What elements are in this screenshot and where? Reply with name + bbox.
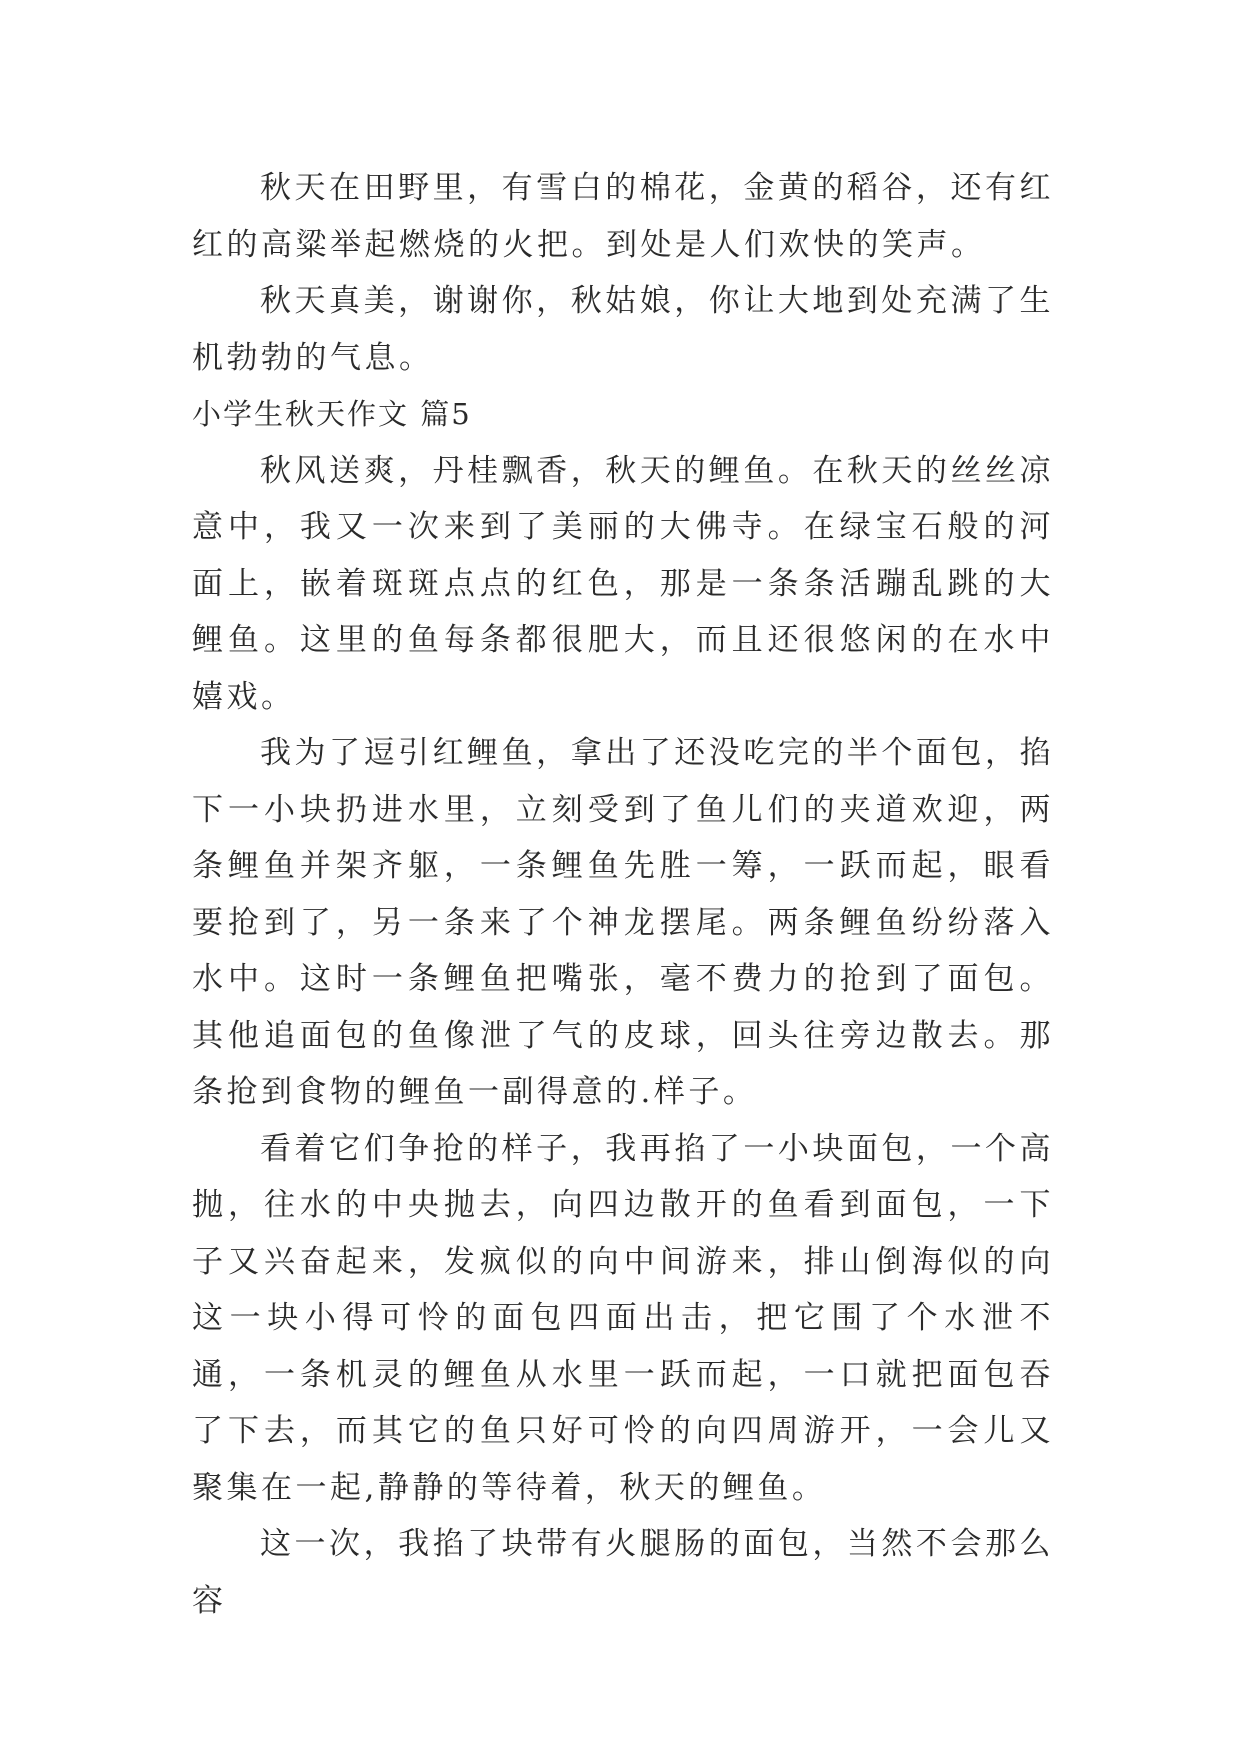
document-body — [192, 160, 1054, 1629]
paragraph-autumn-fields: 秋天在田野里，有雪白的棉花，金黄的稻谷，还有红红的高粱举起燃烧的火把。到处是人们欢快的笑声。 — [192, 170, 1054, 263]
paragraph-second-throw: 看着它们争抢的样子，我再掐了一小块面包，一个高抛，往水的中央抛去，向四边散开的鱼看到面包，一下子又兴奋起来，发疯似的向中间游来，排山倒海似的向这一块小得可怜的面包四面出击，把它围了个水泄不通，一条机灵的鲤鱼从水里一跃而起，一口就把面包吞了下去，而其它的鱼只好可怜的向四周游开，一会儿又聚集在一起,静静的等待着，秋天的鲤鱼。 — [192, 1130, 1054, 1506]
paragraph-feeding-carp: 我为了逗引红鲤鱼，拿出了还没吃完的半个面包，掐下一小块扔进水里，立刻受到了鱼儿们的夹道欢迎，两条鲤鱼并架齐躯，一条鲤鱼先胜一筹，一跃而起，眼看要抢到了，另一条来了个神龙摆尾。两条鲤鱼纷纷落入水中。这时一条鲤鱼把嘴张，毫不费力的抢到了面包。其他追面包的鱼像泄了气的皮球，回头往旁边散去。那条抢到食物的鲤鱼一副得意的.样子。 — [192, 735, 1054, 1110]
section-heading: 小学生秋天作文 篇5 — [192, 397, 472, 431]
paragraph-temple-carp: 秋风送爽，丹桂飘香，秋天的鲤鱼。在秋天的丝丝凉意中，我又一次来到了美丽的大佛寺。在绿宝石般的河面上，嵌着斑斑点点的红色，那是一条条活蹦乱跳的大鲤鱼。这里的鱼每条都很肥大，而且还很悠闲的在水中嬉戏。 — [192, 452, 1054, 715]
paragraph-this-time: 这一次，我掐了块带有火腿肠的面包，当然不会那么容 — [192, 1526, 1054, 1619]
paragraph-autumn-beautiful: 秋天真美，谢谢你，秋姑娘，你让大地到处充满了生机勃勃的气息。 — [192, 283, 1054, 376]
